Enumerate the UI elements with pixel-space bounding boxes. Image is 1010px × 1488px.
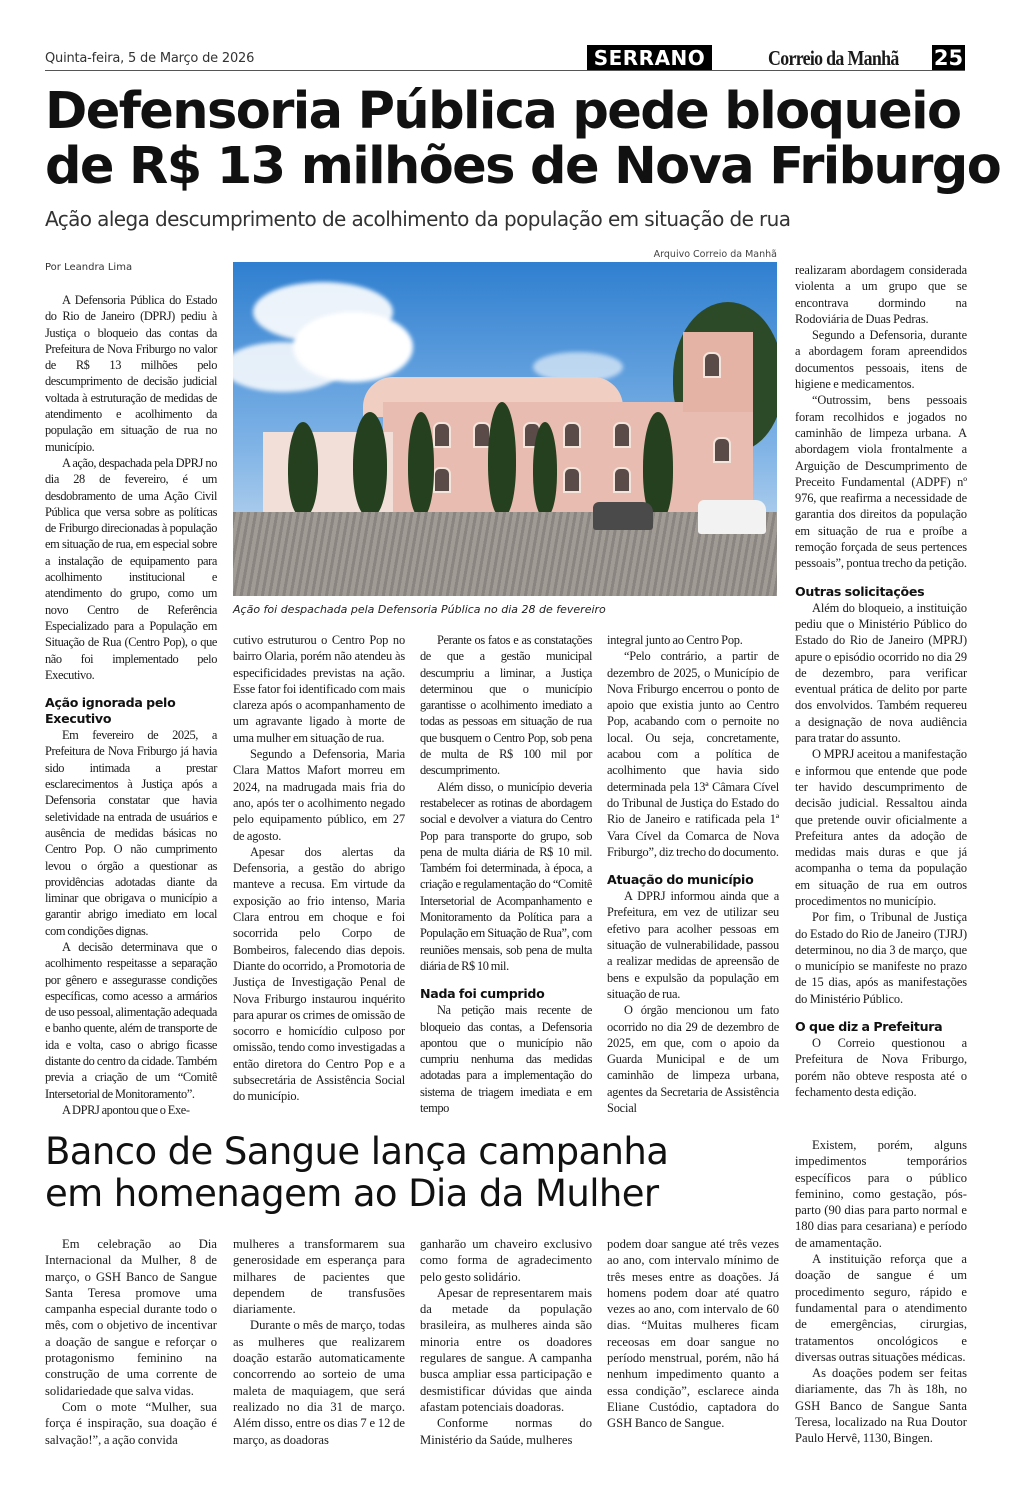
article-column xyxy=(45,292,217,1118)
paragraph: Perante os fatos e as constatações de que a gestão municipal descumpriu a liminar, a Justiça determinou que o município garantisse o acolhimento imediato a todas as pessoas em situação de rua que busquem o Centro Pop, sob pena de multa de R$ 100 mil por descumprimento. xyxy=(420,633,592,778)
newspaper-logo: Correio da Manhã xyxy=(768,46,899,70)
paragraph: “Outrossim, bens pessoais foram recolhidos e jogados no caminhão de limpeza urbana. A abordagem viola frontalmente a Arguição de Descumprimento de Preceito Fundamental (ADPF) nº 976, que reafirma a necessidade de garantia dos direitos da população em situação de rua e proíbe a remoção forçada de seus pertences pessoais”, pontua trecho da petição. xyxy=(795,393,967,571)
paragraph: integral junto ao Centro Pop. xyxy=(607,633,743,647)
paragraph: Em celebração ao Dia Internacional da Mulher, 8 de março, o GSH Banco de Sangue Santa Teresa promove uma campanha especial durante todo o mês, com o objetivo de incentivar a doação de sangue e reforçar o protagonismo feminino na construção de uma corrente de solidariedade que salva vidas. xyxy=(45,1237,217,1398)
section-heading: Nada foi cumprido xyxy=(420,986,545,1002)
section-heading: O que diz a Prefeitura xyxy=(795,1019,943,1035)
photo-caption: Ação foi despachada pela Defensoria Pública no dia 28 de fevereiro xyxy=(233,603,606,616)
article-column xyxy=(795,1137,967,1447)
paragraph: O MPRJ aceitou a manifestação e informou que entende que pode ter havido descumprimento de decisão judicial. Ressaltou ainda que pretende ouvir oficialmente a Prefeitura antes da adoção de medidas mais duras e que já acompanha o tema da população em situação de rua em outros procedimentos no município. xyxy=(795,747,967,908)
paragraph: A decisão determinava que o acolhimento respeitasse a separação por gênero e assegurasse condições específicas, como acesso a armários de uso pessoal, alimentação adequada e banho quente, além de transporte de ida e volta, caso o abrigo ficasse distante do centro da cidade. Também previa a criação de um “Comitê Intersetorial de Monitoramento”. xyxy=(45,939,217,1101)
section-label: SERRANO xyxy=(587,45,712,71)
article-column xyxy=(607,1236,779,1432)
article-column xyxy=(420,1236,592,1448)
paragraph: “Pelo contrário, a partir de dezembro de 2025, o Município de Nova Friburgo encerrou o ponto de apoio que existia junto ao Centro Pop, acabando com o pernoite no local. Ou seja, concretamente, acabou com a política de acolhimento que havia sido determinada pela 13ª Câmara Cível do Tribunal de Justiça do Estado do Rio de Janeiro e ratificada pela 1ª Vara Cível da Comarca de Nova Friburgo”, diz trecho do documento. xyxy=(607,649,779,859)
paragraph: Durante o mês de março, todas as mulheres que realizarem doação estarão automaticamente concorrendo ao sorteio de uma maleta de maquiagem, que será realizado no dia 31 de março. Além disso, entre os dias 7 e 12 de março, as doadoras xyxy=(233,1318,405,1447)
paragraph: A Defensoria Pública do Estado do Rio de Janeiro (DPRJ) pediu à Justiça o bloqueio das contas da Prefeitura de Nova Friburgo no valor de R$ 13 milhões pelo descumprimento de decisão judicial voltada à estruturação de medidas de atendimento e acolhimento da população em situação de rua no município. xyxy=(45,293,217,454)
paragraph: Além disso, o município deveria restabelecer as rotinas de abordagem social e devolver a viatura do Centro Pop para transporte do grupo, sob pena de multa diária de R$ 10 mil. Também foi determinada, à época, a criação e regulamentação do “Comitê Intersetorial de Acompanhamento e Monitoramento da Política para a População em Situação de Rua”, com reuniões mensais, sob pena de multa diária de R$ 10 mil. xyxy=(420,779,592,973)
paragraph: ganharão um chaveiro exclusivo como forma de agradecimento pelo gesto solidário. xyxy=(420,1237,592,1284)
paragraph: As doações podem ser feitas diariamente, das 7h às 18h, no GSH Banco de Sangue Santa Teresa, localizado na Rua Doutor Paulo Hervê, 1130, Bingen. xyxy=(795,1366,967,1446)
headline-line: Banco de Sangue lança campanha xyxy=(45,1130,669,1173)
paragraph: Apesar de representarem mais da metade da população brasileira, as mulheres ainda são minoria entre os doadores regulares de sangue. A campanha busca ampliar essa participação e desmistificar dúvidas que ainda afastam potenciais doadoras. xyxy=(420,1285,592,1414)
paragraph: A DPRJ apontou que o Exe- xyxy=(62,1102,190,1117)
headline xyxy=(45,84,1000,194)
paragraph: mulheres a transformarem sua generosidade em esperança para milhares de pacientes que dependem de transfusões diariamente. xyxy=(233,1237,405,1317)
paragraph: Existem, porém, alguns impedimentos temporários específicos para o público feminino, como gestação, pós-parto (90 dias para parto normal e 180 dias para cesariana) e período de amamentação. xyxy=(795,1138,967,1250)
paragraph: Na petição mais recente de bloqueio das contas, a Defensoria apontou que o município não cumpriu nenhuma das medidas adotadas para a implementação do sistema de triagem imediata e em tempo xyxy=(420,1003,592,1116)
paragraph: realizaram abordagem considerada violenta a um grupo que se encontrava dormindo na Rodoviária de Duas Pedras. xyxy=(795,263,967,326)
paragraph: O órgão mencionou um fato ocorrido no dia 29 de dezembro de 2025, em que, com o apoio da Guarda Municipal e de um caminhão de limpeza urbana, agentes da Secretaria de Assistência Social xyxy=(607,1003,779,1116)
section-heading: Ação ignorada pelo Executivo xyxy=(45,695,176,727)
paragraph: Em fevereiro de 2025, a Prefeitura de Nova Friburgo já havia sido intimada a prestar esclarecimentos à Justiça após a Defensoria constatar que havia seletividade na entrada de usuários e ausência de medidas básicas no Centro Pop. O não cumprimento levou o órgão a questionar as providências adotadas diante da liminar que obrigava o município a garantir abrigo imediato em local com condições dignas. xyxy=(45,728,217,938)
article-column xyxy=(420,632,592,1116)
article-photo xyxy=(233,262,777,596)
paragraph: Conforme normas do Ministério da Saúde, mulheres xyxy=(420,1416,592,1447)
header-divider xyxy=(45,70,965,71)
paragraph: Por fim, o Tribunal de Justiça do Estado do Rio de Janeiro (TJRJ) determinou, no dia 3 de março, que o município se manifeste no prazo de 15 dias, após as manifestações do Ministério Público. xyxy=(795,910,967,1006)
paragraph: Além do bloqueio, a instituição pediu que o Ministério Público do Estado do Rio de Janeiro (MPRJ) apure o episódio ocorrido no dia 29 de dezembro, para verificar eventual prática de delito por parte dos envolvidos. Também requereu a designação de nova audiência para tratar do assunto. xyxy=(795,600,967,746)
article-column xyxy=(45,1236,217,1448)
headline-line: de R$ 13 milhões de Nova Friburgo xyxy=(45,137,1001,196)
article-column xyxy=(233,632,405,1105)
paragraph: A ação, despachada pela DPRJ no dia 28 de fevereiro, é um desdobramento de uma Ação Civil Pública que versa sobre as políticas de Friburgo direcionadas à população em situação de rua, em especial sobre a instalação de equipamento para acolhimento institucional e atendimento do grupo, como um novo Centro de Referência Especializado para a População em Situação de Rua (Centro Pop), o que não foi implementado pelo Executivo. xyxy=(45,455,217,682)
paragraph: Segundo a Defensoria, Maria Clara Mattos Mafort morreu em 2024, na madrugada mais fria do ano, após ter o acolhimento negado pelo equipamento público, em 27 de agosto. xyxy=(233,747,405,843)
article-column xyxy=(607,632,779,1116)
paragraph: Com o mote “Mulher, sua força é inspiração, sua doação é salvação!”, a ação convida xyxy=(45,1399,217,1447)
headline-line: em homenagem ao Dia da Mulher xyxy=(45,1172,659,1215)
section-heading: Atuação do município xyxy=(607,872,754,888)
page-number: 25 xyxy=(933,46,964,70)
paragraph: cutivo estruturou o Centro Pop no bairro Olaria, porém não atendeu às especificidades previstas na ação. Esse fator foi identificado com mais clareza após o acompanhamento de um agravante ligado à morte de uma mulher em situação de rua. xyxy=(233,633,405,745)
issue-date: Quinta-feira, 5 de Março de 2026 xyxy=(45,51,255,66)
paragraph: Apesar dos alertas da Defensoria, a gestão do abrigo manteve a recusa. Em virtude da exposição ao frio intenso, Maria Clara entrou em choque e foi socorrida pelo Corpo de Bombeiros, falecendo dias depois. Diante do ocorrido, a Promotoria de Justiça de Investigação Penal de Nova Friburgo instaurou inquérito para apurar os crimes de omissão de socorro e homicídio culposo por omissão, tendo como investigadas a então diretora do Centro Pop e a subsecretária de Assistência Social do município. xyxy=(233,844,405,1104)
second-headline xyxy=(45,1131,668,1215)
paragraph: O Correio questionou a Prefeitura de Nova Friburgo, porém não obteve resposta até o fechamento desta edição. xyxy=(795,1036,967,1099)
headline-line: Defensoria Pública pede bloqueio xyxy=(45,82,961,141)
subheadline: Ação alega descumprimento de acolhimento da população em situação de rua xyxy=(45,207,791,231)
section-heading: Outras solicitações xyxy=(795,583,925,599)
paragraph: podem doar sangue até três vezes ao ano, com intervalo mínimo de três meses entre as doações. Já homens podem doar até quatro vezes ao ano, com intervalo de 60 dias. “Muitas mulheres ficam receosas em doar sangue no período menstrual, porém, não há nenhum impedimento quanto a essa condição”, esclarece ainda Eliane Custódio, captadora do GSH Banco de Sangue. xyxy=(607,1237,779,1431)
paragraph: A DPRJ informou ainda que a Prefeitura, em vez de utilizar seu efetivo para acolher pessoas em situação de vulnerabilidade, passou a realizar medidas de apreensão de bens e expulsão da população em situação de rua. xyxy=(607,889,779,1001)
photo-credit: Arquivo Correio da Manhã xyxy=(653,249,777,260)
paragraph: A instituição reforça que a doação de sangue é um procedimento seguro, rápido e fundamental para o atendimento de emergências, cirurgias, tratamentos oncológicos e diversas outras situações médicas. xyxy=(795,1252,967,1364)
byline: Por Leandra Lima xyxy=(45,262,133,273)
article-column xyxy=(233,1236,405,1448)
paragraph: Segundo a Defensoria, durante a abordagem foram apreendidos documentos pessoais, itens de higiene e medicamentos. xyxy=(795,328,967,392)
article-column xyxy=(795,262,967,1100)
